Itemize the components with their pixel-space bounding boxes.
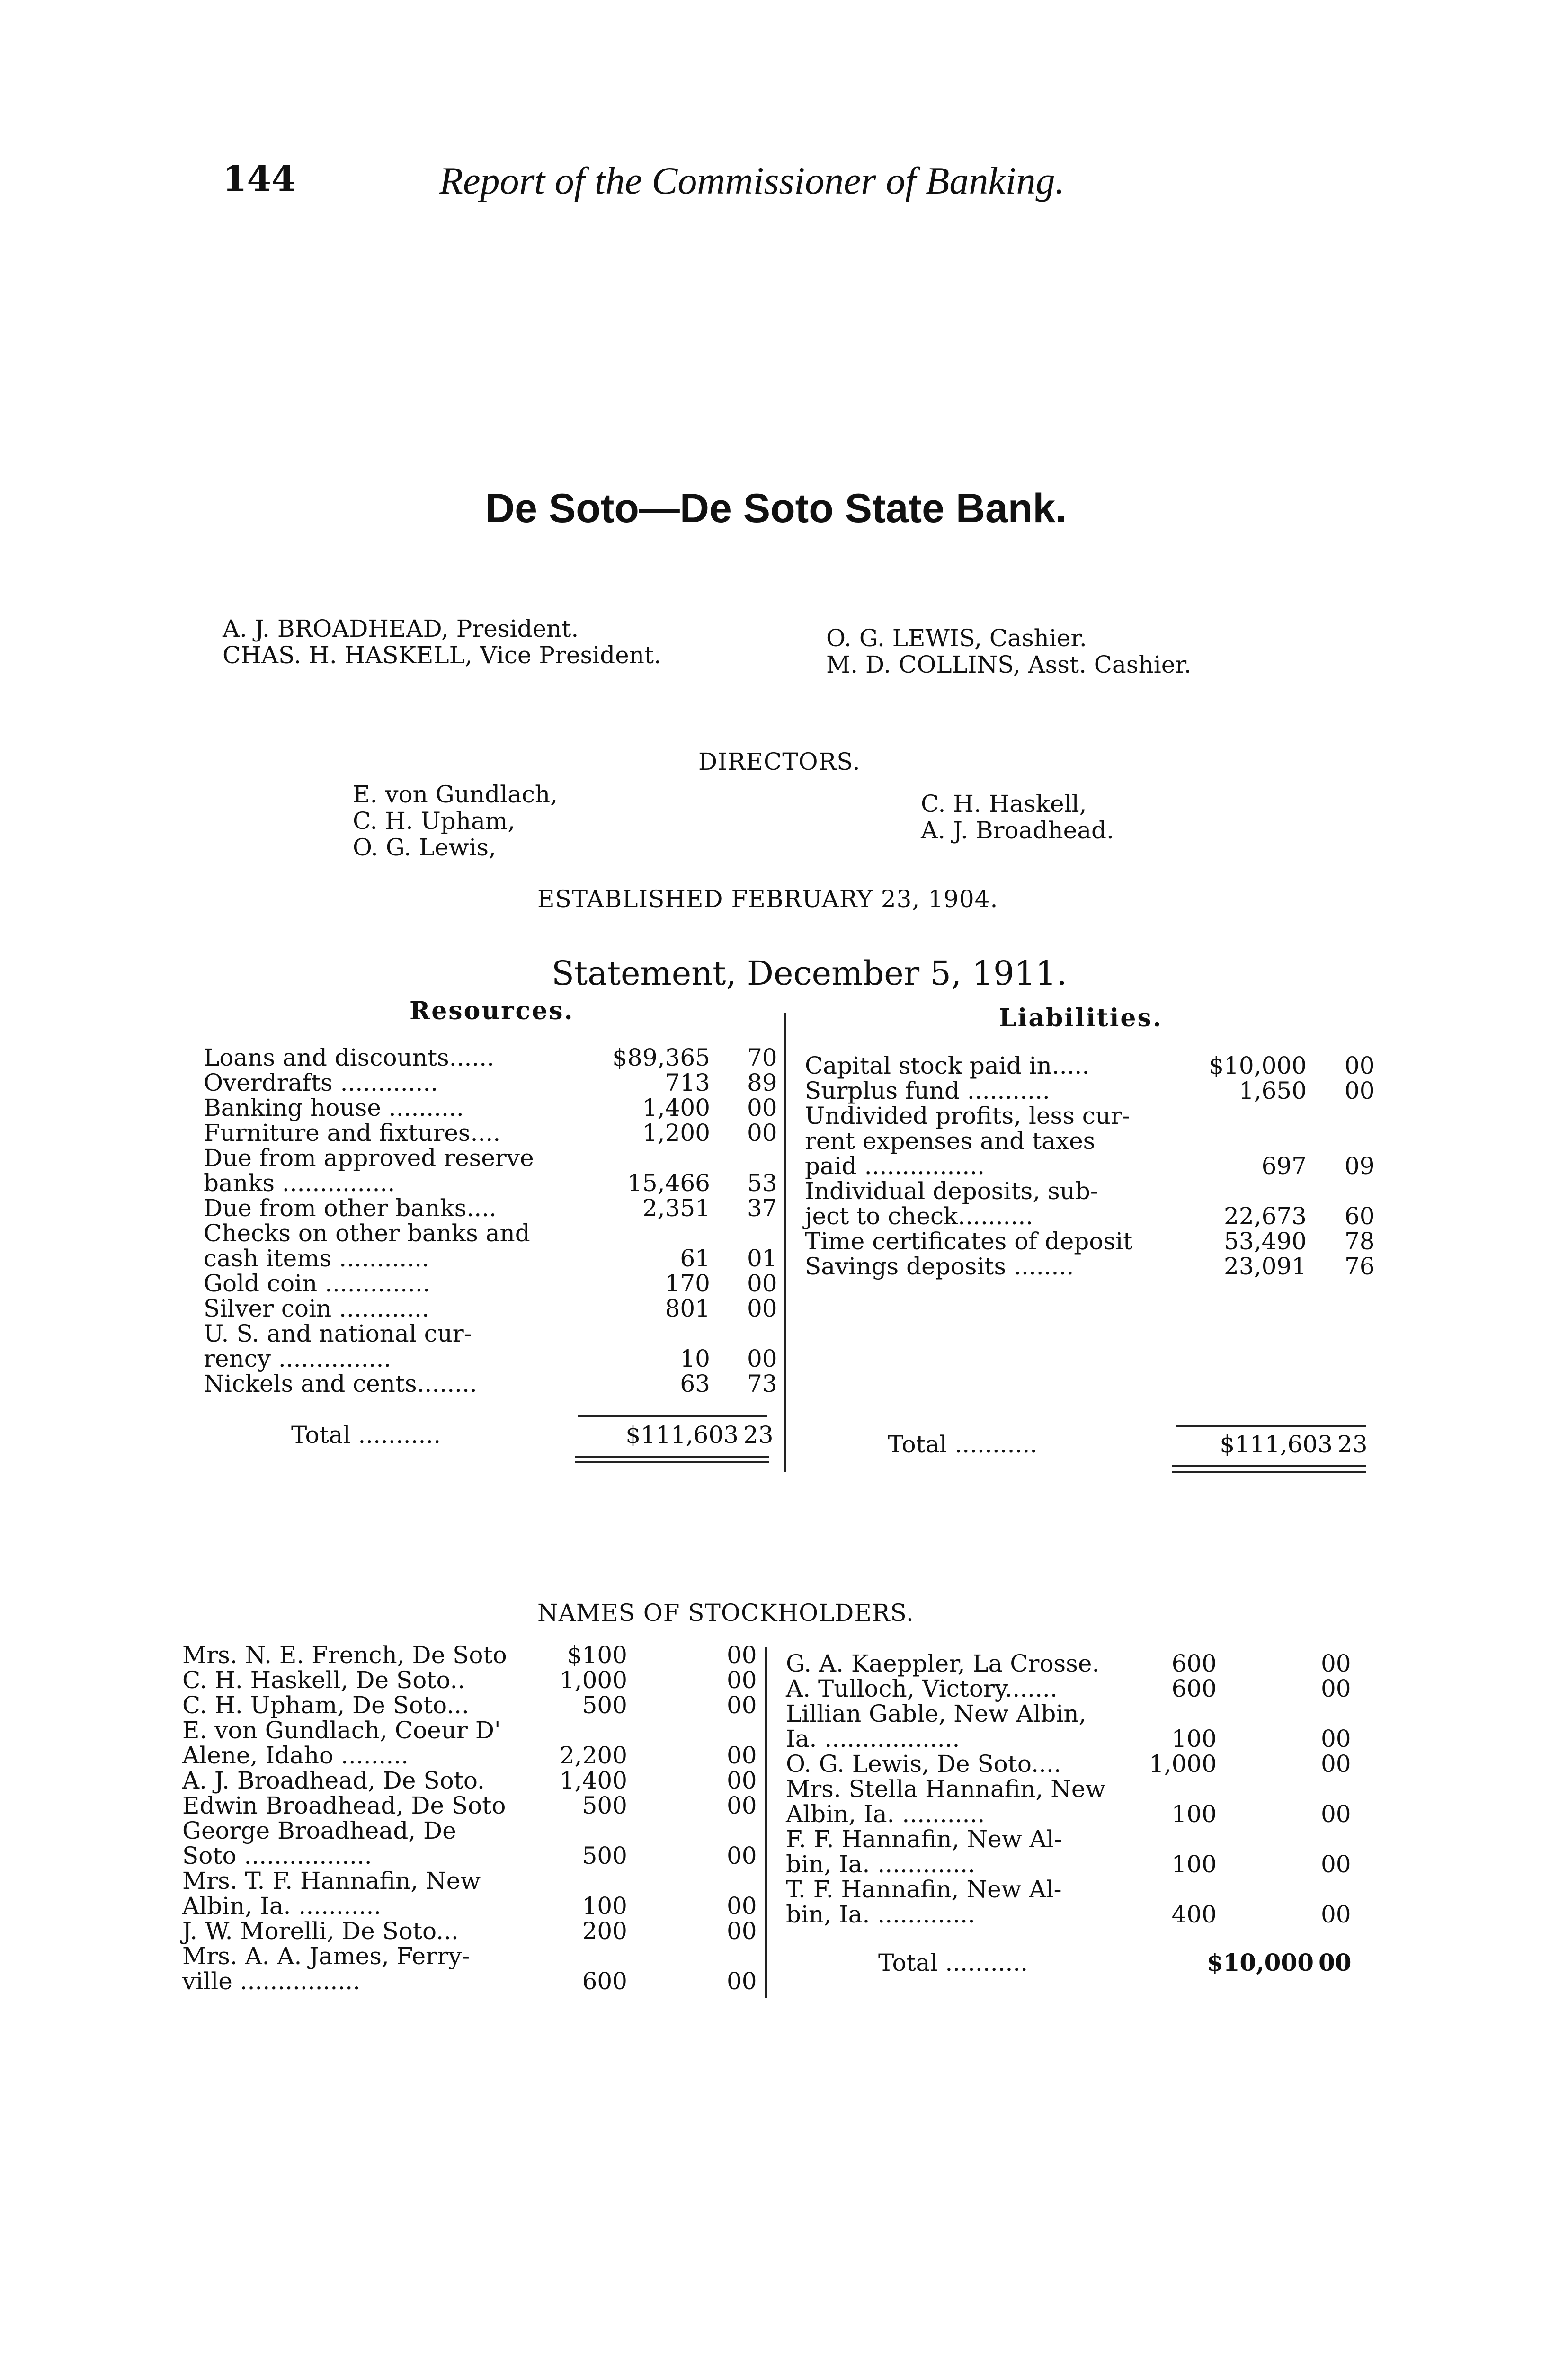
line-item-cents: 00 (727, 1691, 757, 1719)
line-item-label: paid ................ (805, 1152, 985, 1180)
officers-left (223, 615, 661, 668)
line-item-cents: 01 (747, 1245, 777, 1272)
line-item-row (204, 1321, 781, 1346)
line-item-cents: 76 (1345, 1253, 1375, 1280)
line-item-label: Ia. .................. (786, 1725, 960, 1753)
line-item-cents: 00 (1321, 1901, 1351, 1928)
line-item-dollars: 100 (582, 1892, 627, 1920)
line-item-row (805, 1078, 1390, 1103)
line-item-cents: 00 (747, 1094, 777, 1121)
line-item-dollars: 1,400 (559, 1767, 627, 1794)
line-item-label: banks ............... (204, 1169, 395, 1197)
line-item-row (805, 1179, 1390, 1203)
officer-president: A. J. BROADHEAD, President. (223, 615, 579, 642)
line-item-label: A. J. Broadhead, De Soto. (182, 1767, 485, 1794)
line-item-cents: 00 (747, 1345, 777, 1372)
line-item-dollars: 23,091 (1224, 1253, 1307, 1280)
line-item-row (805, 1053, 1390, 1078)
line-item-dollars: 2,351 (642, 1194, 710, 1222)
line-item-label: Banking house .......... (204, 1094, 464, 1121)
line-item-label: Nickels and cents........ (204, 1370, 477, 1397)
liabilities-total-rule (1176, 1425, 1366, 1427)
line-item-label: George Broadhead, De (182, 1817, 456, 1844)
line-item-row (182, 1668, 784, 1692)
line-item-row (182, 1818, 784, 1843)
line-item-row (805, 1204, 1390, 1228)
line-item-row (182, 1843, 784, 1868)
line-item-dollars: 1,200 (642, 1119, 710, 1147)
officer-asst-cashier: M. D. COLLINS, Asst. Cashier. (826, 651, 1192, 678)
line-item-row (805, 1129, 1390, 1153)
line-item-dollars: 22,673 (1224, 1202, 1307, 1230)
line-item-label: Capital stock paid in..... (805, 1052, 1090, 1079)
line-item-label: Surplus fund ........... (805, 1077, 1050, 1104)
officer-cashier: O. G. LEWIS, Cashier. (826, 624, 1087, 652)
officers-right (826, 625, 1192, 678)
liabilities-total-double-rule (1172, 1465, 1366, 1473)
line-item-label: C. H. Upham, De Soto... (182, 1691, 469, 1719)
total-dollars: $111,603 (625, 1421, 739, 1449)
line-item-label: F. F. Hannafin, New Al- (786, 1825, 1062, 1853)
line-item-row (182, 1969, 784, 1993)
line-item-dollars: $10,000 (1209, 1052, 1307, 1079)
line-item-dollars: 100 (1171, 1800, 1217, 1828)
line-item-cents: 73 (747, 1370, 777, 1397)
line-item-cents: 53 (747, 1169, 777, 1197)
directors-right (921, 791, 1114, 844)
statement-column-divider (784, 1013, 786, 1472)
line-item-cents: 00 (727, 1967, 757, 1995)
line-item-label: Lillian Gable, New Albin, (786, 1700, 1087, 1727)
line-item-dollars: 15,466 (627, 1169, 710, 1197)
director-name: C. H. Haskell, (921, 790, 1087, 818)
line-item-row (786, 1676, 1382, 1701)
line-item-label: cash items ............ (204, 1245, 429, 1272)
line-item-row (204, 1271, 781, 1296)
line-item-label: Soto ................. (182, 1842, 372, 1869)
line-item-label: Due from approved reserve (204, 1144, 534, 1172)
line-item-cents: 00 (1321, 1675, 1351, 1702)
total-cents: 23 (1337, 1431, 1368, 1458)
line-item-row (786, 1827, 1382, 1851)
line-item-row (204, 1221, 781, 1246)
resources-heading: Resources. (410, 997, 574, 1025)
line-item-dollars: 1,000 (559, 1666, 627, 1694)
line-item-row (204, 1095, 781, 1120)
line-item-row (182, 1768, 784, 1793)
line-item-cents: 00 (747, 1295, 777, 1322)
line-item-label: C. H. Haskell, De Soto.. (182, 1666, 465, 1694)
line-item-label: ville ................ (182, 1967, 361, 1995)
director-name: O. G. Lewis, (353, 834, 496, 861)
line-item-cents: 00 (727, 1892, 757, 1920)
line-item-label: Furniture and fixtures.... (204, 1119, 501, 1147)
line-item-cents: 00 (1345, 1052, 1375, 1079)
line-item-label: rent expenses and taxes (805, 1127, 1096, 1155)
total-label: Total ........... (291, 1421, 441, 1449)
bank-title: De Soto—De Soto State Bank. (485, 486, 1067, 531)
line-item-row (182, 1919, 784, 1943)
line-item-row (786, 1902, 1382, 1927)
line-item-label: Gold coin .............. (204, 1270, 430, 1297)
line-item-cents: 00 (747, 1270, 777, 1297)
line-item-label: Mrs. Stella Hannafin, New (786, 1775, 1106, 1803)
line-item-cents: 00 (727, 1767, 757, 1794)
line-item-dollars: 500 (582, 1792, 627, 1819)
line-item-label: Silver coin ............ (204, 1295, 429, 1322)
line-item-cents: 00 (727, 1917, 757, 1945)
line-item-row (204, 1296, 781, 1321)
director-name: A. J. Broadhead. (921, 817, 1114, 844)
total-dollars: $111,603 (1220, 1431, 1333, 1458)
established-line: ESTABLISHED FEBRUARY 23, 1904. (537, 885, 998, 913)
line-item-row (182, 1869, 784, 1893)
line-item-dollars: 801 (665, 1295, 710, 1322)
line-item-cents: 78 (1345, 1228, 1375, 1255)
line-item-dollars: 100 (1171, 1725, 1217, 1753)
line-item-dollars: 600 (582, 1967, 627, 1995)
line-item-cents: 00 (747, 1119, 777, 1147)
line-item-label: Albin, Ia. ........... (786, 1800, 985, 1828)
line-item-row (786, 1651, 1382, 1676)
total-cents: 23 (743, 1421, 774, 1449)
line-item-label: Mrs. T. F. Hannafin, New (182, 1867, 481, 1895)
line-item-label: bin, Ia. ............. (786, 1851, 975, 1878)
line-item-label: Due from other banks.... (204, 1194, 497, 1222)
line-item-cents: 00 (1321, 1650, 1351, 1677)
line-item-row (786, 1852, 1382, 1877)
line-item-row (182, 1894, 784, 1918)
line-item-label: Overdrafts ............. (204, 1069, 438, 1096)
line-item-label: ject to check.......... (805, 1202, 1033, 1230)
line-item-row (786, 1701, 1382, 1726)
line-item-row (786, 1777, 1382, 1801)
line-item-row (182, 1743, 784, 1768)
line-item-dollars: 63 (680, 1370, 710, 1397)
line-item-cents: 00 (1321, 1851, 1351, 1878)
page-number: 144 (223, 159, 296, 199)
resources-total-double-rule (575, 1456, 769, 1463)
line-item-row (204, 1171, 781, 1195)
line-item-dollars: 400 (1171, 1901, 1217, 1928)
total-label: Total ........... (878, 1949, 1028, 1976)
line-item-row (204, 1371, 781, 1396)
line-item-row (805, 1103, 1390, 1128)
line-item-cents: 37 (747, 1194, 777, 1222)
line-item-cents: 60 (1345, 1202, 1375, 1230)
liabilities-heading: Liabilities. (999, 1004, 1163, 1032)
line-item-cents: 00 (1345, 1077, 1375, 1104)
line-item-label: bin, Ia. ............. (786, 1901, 975, 1928)
line-item-row (805, 1229, 1390, 1254)
line-item-dollars: 600 (1171, 1675, 1217, 1702)
line-item-cents: 09 (1345, 1152, 1375, 1180)
line-item-dollars: 697 (1261, 1152, 1307, 1180)
line-item-row (182, 1944, 784, 1968)
line-item-dollars: 170 (665, 1270, 710, 1297)
line-item-cents: 00 (727, 1641, 757, 1669)
director-name: E. von Gundlach, (353, 781, 558, 808)
line-item-label: T. F. Hannafin, New Al- (786, 1876, 1062, 1903)
line-item-dollars: 713 (665, 1069, 710, 1096)
line-item-cents: 00 (727, 1666, 757, 1694)
line-item-row (805, 1254, 1390, 1279)
line-item-cents: 00 (1321, 1725, 1351, 1753)
line-item-row (182, 1793, 784, 1818)
line-item-label: Alene, Idaho ......... (182, 1742, 409, 1769)
line-item-dollars: 53,490 (1224, 1228, 1307, 1255)
line-item-row (786, 1726, 1382, 1751)
total-cents: 00 (1319, 1949, 1352, 1976)
line-item-label: J. W. Morelli, De Soto... (182, 1917, 459, 1945)
directors-heading: DIRECTORS. (698, 748, 861, 775)
line-item-row (182, 1693, 784, 1717)
line-item-label: Savings deposits ........ (805, 1253, 1074, 1280)
line-item-label: Mrs. A. A. James, Ferry- (182, 1942, 470, 1970)
resources-total-rule (578, 1415, 767, 1417)
line-item-row (182, 1718, 784, 1743)
line-item-dollars: 1,000 (1149, 1750, 1217, 1778)
line-item-row (204, 1196, 781, 1220)
line-item-row (182, 1643, 784, 1667)
line-item-label: A. Tulloch, Victory....... (786, 1675, 1058, 1702)
line-item-dollars: 100 (1171, 1851, 1217, 1878)
line-item-row (786, 1802, 1382, 1826)
line-item-label: Edwin Broadhead, De Soto (182, 1792, 506, 1819)
line-item-label: rency ............... (204, 1345, 392, 1372)
line-item-row (786, 1752, 1382, 1776)
line-item-dollars: 600 (1171, 1650, 1217, 1677)
running-title: Report of the Commissioner of Banking. (439, 159, 1065, 202)
directors-left (353, 781, 558, 861)
officer-vice-president: CHAS. H. HASKELL, Vice President. (223, 641, 661, 669)
line-item-dollars: $89,365 (612, 1044, 710, 1071)
line-item-dollars: 61 (680, 1245, 710, 1272)
line-item-cents: 00 (1321, 1750, 1351, 1778)
line-item-row (204, 1045, 781, 1070)
line-item-row (805, 1154, 1390, 1178)
line-item-row (204, 1146, 781, 1170)
line-item-dollars: $100 (567, 1641, 627, 1669)
line-item-label: G. A. Kaeppler, La Crosse. (786, 1650, 1100, 1677)
line-item-label: Albin, Ia. ........... (182, 1892, 382, 1920)
line-item-dollars: 500 (582, 1691, 627, 1719)
line-item-cents: 00 (727, 1792, 757, 1819)
line-item-label: U. S. and national cur- (204, 1320, 472, 1347)
line-item-dollars: 1,400 (642, 1094, 710, 1121)
director-name: C. H. Upham, (353, 807, 516, 835)
line-item-label: Individual deposits, sub- (805, 1177, 1098, 1205)
line-item-row (204, 1070, 781, 1095)
line-item-label: Loans and discounts...... (204, 1044, 495, 1071)
line-item-label: Mrs. N. E. French, De Soto (182, 1641, 507, 1669)
line-item-row (786, 1877, 1382, 1902)
line-item-label: O. G. Lewis, De Soto.... (786, 1750, 1061, 1778)
line-item-label: Undivided profits, less cur- (805, 1102, 1130, 1130)
line-item-row (204, 1246, 781, 1271)
line-item-dollars: 2,200 (559, 1742, 627, 1769)
total-label: Total ........... (888, 1431, 1038, 1458)
line-item-dollars: 500 (582, 1842, 627, 1869)
line-item-dollars: 1,650 (1238, 1077, 1307, 1104)
line-item-cents: 00 (727, 1742, 757, 1769)
statement-title: Statement, December 5, 1911. (552, 954, 1067, 993)
line-item-row (204, 1346, 781, 1371)
line-item-dollars: 200 (582, 1917, 627, 1945)
line-item-label: Time certificates of deposit (805, 1228, 1133, 1255)
line-item-cents: 89 (747, 1069, 777, 1096)
line-item-dollars: 10 (680, 1345, 710, 1372)
line-item-row (204, 1121, 781, 1145)
line-item-label: E. von Gundlach, Coeur D' (182, 1717, 501, 1744)
line-item-label: Checks on other banks and (204, 1219, 530, 1247)
line-item-cents: 00 (1321, 1800, 1351, 1828)
stockholders-heading: NAMES OF STOCKHOLDERS. (537, 1599, 914, 1627)
total-dollars: $10,000 (1206, 1949, 1314, 1976)
line-item-cents: 00 (727, 1842, 757, 1869)
line-item-cents: 70 (747, 1044, 777, 1071)
